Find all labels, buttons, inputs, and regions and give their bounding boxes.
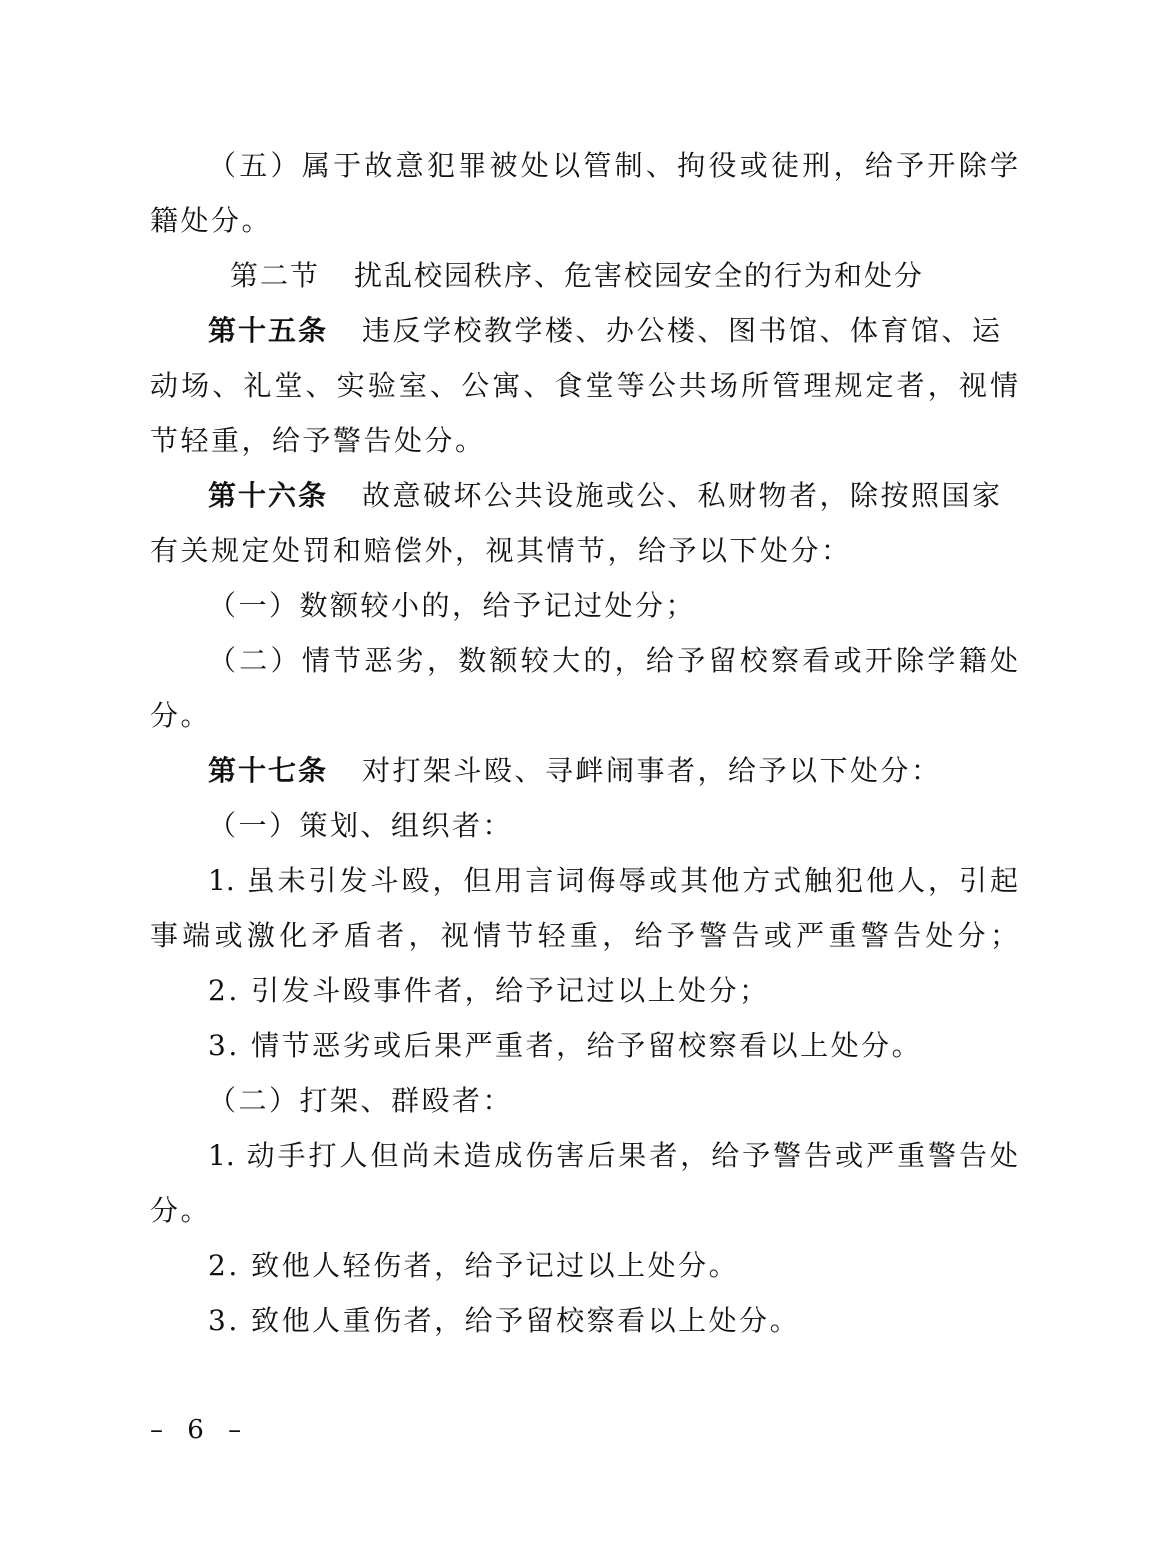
article-17: [150, 743, 1018, 798]
document-page: [150, 138, 1018, 1348]
list-item: 1. 虽未引发斗殴，但用言词侮辱或其他方式触犯他人，引起: [208, 864, 1018, 897]
paragraph-line: 事端或激化矛盾者，视情节轻重，给予警告或严重警告处分；: [150, 919, 1018, 952]
list-item: （二）情节恶劣，数额较大的，给予留校察看或开除学籍处: [208, 644, 1018, 677]
paragraph-line: 分。: [150, 699, 212, 732]
list-item: 1. 动手打人但尚未造成伤害后果者，给予警告或严重警告处: [208, 1139, 1018, 1172]
list-item: （一）策划、组织者：: [208, 809, 514, 842]
article-text: 违反学校教学楼、办公楼、图书馆、体育馆、运: [362, 314, 1003, 347]
article-label: 第十五条: [208, 314, 329, 347]
section-label: 第二节: [230, 259, 321, 292]
paragraph-line: 籍处分。: [150, 204, 273, 237]
article-15: [150, 303, 1018, 358]
article-16: [150, 468, 1018, 523]
paragraph-line: 有关规定处罚和赔偿外，视其情节，给予以下处分：: [150, 534, 852, 567]
list-item: 3. 情节恶劣或后果严重者，给予留校察看以上处分。: [208, 1029, 923, 1062]
page-number: – 6 –: [150, 1415, 250, 1445]
list-item: 3. 致他人重伤者，给予留校察看以上处分。: [208, 1304, 801, 1337]
article-label: 第十六条: [208, 479, 329, 512]
list-item: 2. 引发斗殴事件者，给予记过以上处分；: [208, 974, 770, 1007]
article-text: 故意破坏公共设施或公、私财物者，除按照国家: [362, 479, 1003, 512]
list-item: （一）数额较小的，给予记过处分；: [208, 589, 697, 622]
section-heading: [150, 248, 1018, 303]
article-label: 第十七条: [208, 754, 329, 787]
list-item: （二）打架、群殴者：: [208, 1084, 514, 1117]
article-text: 对打架斗殴、寻衅闹事者，给予以下处分：: [362, 754, 942, 787]
paragraph-line: 分。: [150, 1194, 212, 1227]
paragraph-line: （五）属于故意犯罪被处以管制、拘役或徒刑，给予开除学: [208, 149, 1018, 182]
paragraph-line: 动场、礼堂、实验室、公寓、食堂等公共场所管理规定者，视情: [150, 369, 1018, 402]
section-title: 扰乱校园秩序、危害校园安全的行为和处分: [354, 259, 925, 292]
paragraph-line: 节轻重，给予警告处分。: [150, 424, 486, 457]
list-item: 2. 致他人轻伤者，给予记过以上处分。: [208, 1249, 740, 1282]
